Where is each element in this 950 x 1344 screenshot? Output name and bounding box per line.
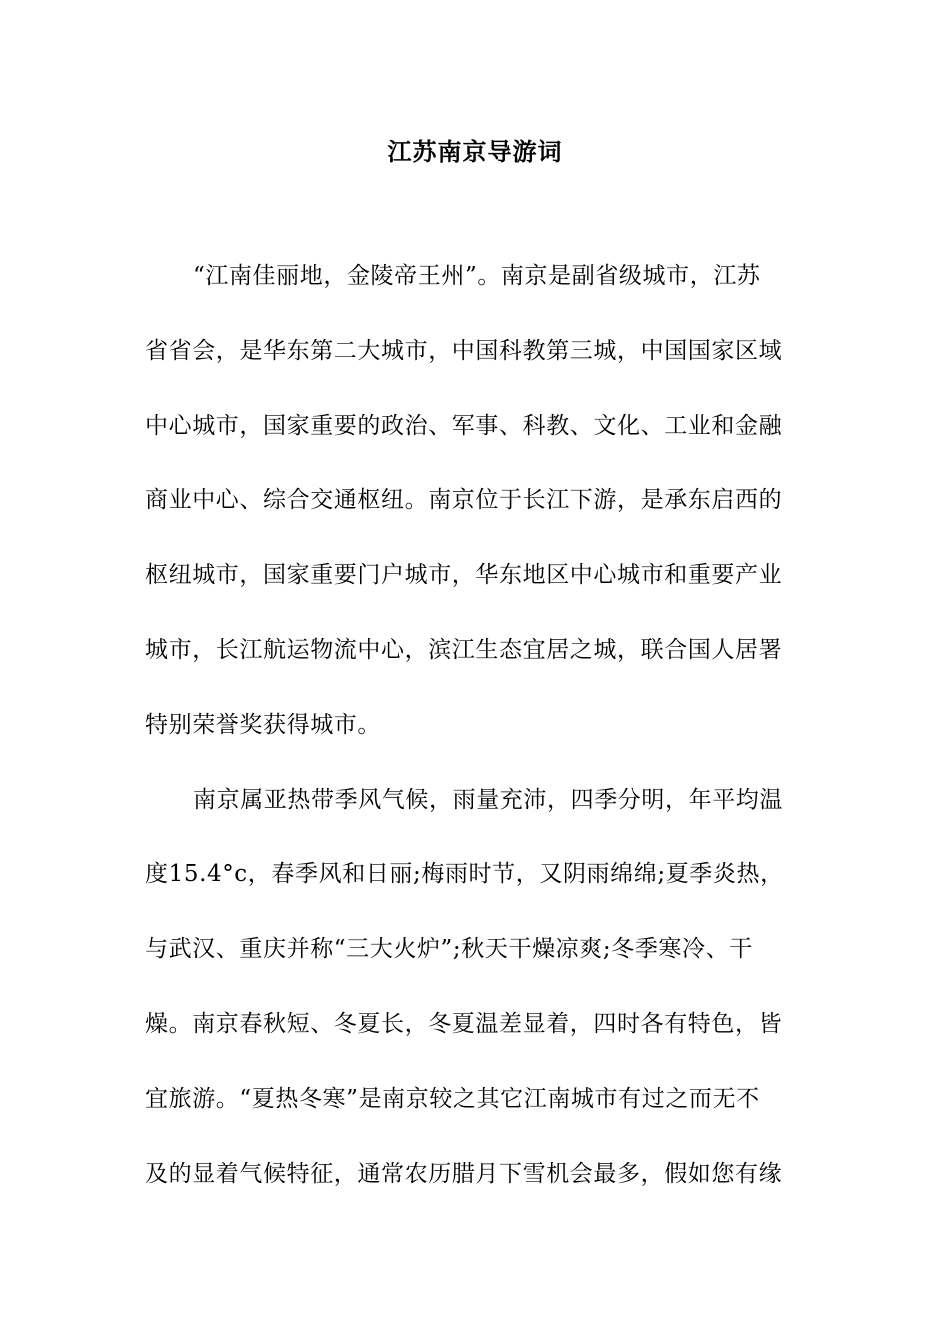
text-line: “江南佳丽地，金陵帝王州”。南京是副省级城市，江苏 [193,263,761,289]
text-line: 宜旅游。“夏热冬寒”是南京较之其它江南城市有过之而无不 [145,1085,760,1112]
document-body [145,256,821,1228]
text-line: 特别荣誉奖获得城市。 [145,711,381,738]
text-line: 城市，长江航运物流中心，滨江生态宜居之城，联合国人居署 [145,636,783,663]
text-line: 度15.4°c，春季风和日丽;梅雨时节，又阴雨绵绵;夏季炎热， [145,861,784,888]
text-line: 及的显着气候特征，通常农历腊月下雪机会最多，假如您有缘 [145,1160,783,1187]
text-line: 中心城市，国家重要的政治、军事、科教、文化、工业和金融 [145,412,783,439]
text-line: 与武汉、重庆并称“三大火炉”;秋天干燥凉爽;冬季寒冷、干 [145,936,753,963]
text-line: 枢纽城市，国家重要门户城市，华东地区中心城市和重要产业 [145,562,783,589]
text-line: 省省会，是华东第二大城市，中国科教第三城，中国国家区域 [145,337,783,364]
text-line: 南京属亚热带季风气候，雨量充沛，四季分明，年平均温 [193,786,783,813]
text-line: 商业中心、综合交通枢纽。南京位于长江下游，是承东启西的 [145,487,783,514]
document-title: 江苏南京导游词 [387,137,563,166]
text-line: 燥。南京春秋短、冬夏长，冬夏温差显着，四时各有特色，皆 [145,1010,783,1037]
